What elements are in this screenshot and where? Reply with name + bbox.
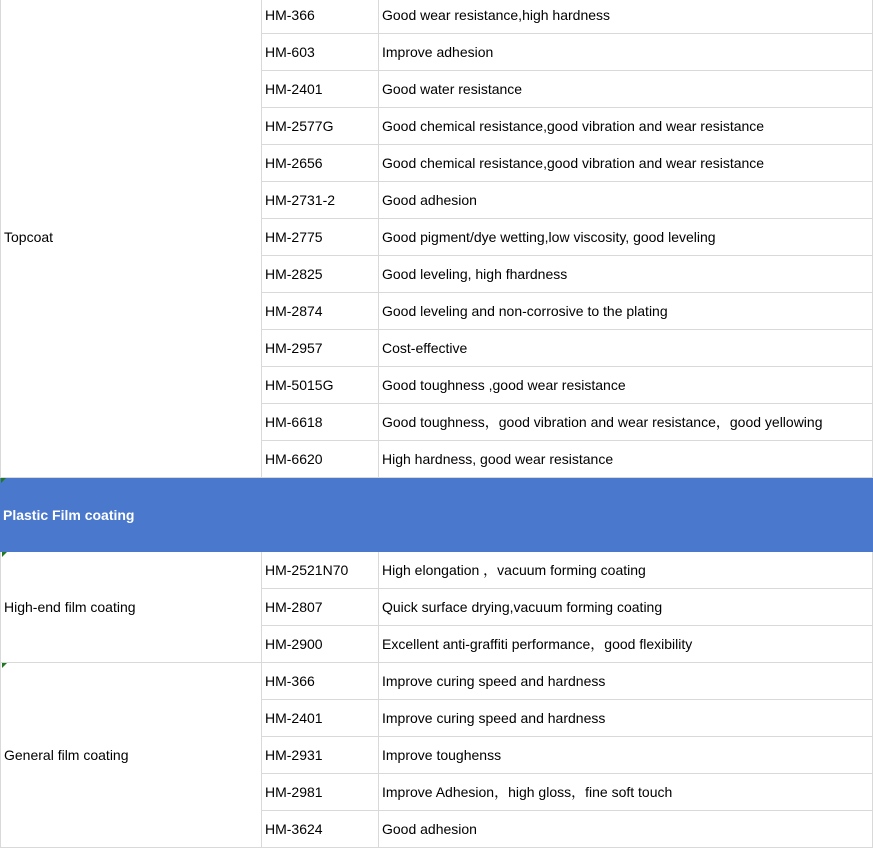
product-code-cell[interactable]: HM-2401	[261, 700, 378, 737]
product-description-cell[interactable]: Good leveling and non-corrosive to the plating	[378, 293, 873, 330]
cell-comment-marker	[2, 552, 7, 557]
product-description-cell[interactable]: Good toughness，good vibration and wear resistance，good yellowing	[378, 404, 873, 441]
category-cell[interactable]	[0, 552, 261, 663]
category-label: General film coating	[4, 747, 129, 763]
product-code-cell[interactable]: HM-2401	[261, 71, 378, 108]
product-code-cell[interactable]: HM-2825	[261, 256, 378, 293]
product-description-cell[interactable]: High elongation ，vacuum forming coating	[378, 552, 873, 589]
product-description-cell[interactable]: Improve curing speed and hardness	[378, 700, 873, 737]
product-description-cell[interactable]: Excellent anti-graffiti performance，good flexibility	[378, 626, 873, 663]
product-description-cell[interactable]: Good chemical resistance,good vibration and wear resistance	[378, 145, 873, 182]
product-code-cell[interactable]: HM-2775	[261, 219, 378, 256]
product-description-cell[interactable]: Good water resistance	[378, 71, 873, 108]
product-description-cell[interactable]: Good pigment/dye wetting,low viscosity, good leveling	[378, 219, 873, 256]
section-banner-label: Plastic Film coating	[3, 507, 135, 523]
category-label: Topcoat	[4, 229, 54, 245]
product-code-cell[interactable]: HM-5015G	[261, 367, 378, 404]
product-code-cell[interactable]: HM-2900	[261, 626, 378, 663]
category-cell[interactable]	[0, 663, 261, 848]
product-description-cell[interactable]: Good chemical resistance,good vibration and wear resistance	[378, 108, 873, 145]
product-description-cell[interactable]: Good adhesion	[378, 811, 873, 848]
category-cell[interactable]	[0, 0, 261, 478]
section-banner	[0, 478, 873, 552]
product-code-cell[interactable]: HM-2731-2	[261, 182, 378, 219]
product-description-cell[interactable]: Improve curing speed and hardness	[378, 663, 873, 700]
product-description-cell[interactable]: Good leveling, high fhardness	[378, 256, 873, 293]
product-code-cell[interactable]: HM-2521N70	[261, 552, 378, 589]
product-code-cell[interactable]: HM-603	[261, 34, 378, 71]
product-description-cell[interactable]: Improve adhesion	[378, 34, 873, 71]
product-description-cell[interactable]: Improve toughenss	[378, 737, 873, 774]
product-description-cell[interactable]: Good wear resistance,high hardness	[378, 0, 873, 34]
product-code-cell[interactable]: HM-2577G	[261, 108, 378, 145]
product-description-cell[interactable]: Improve Adhesion，high gloss，fine soft touch	[378, 774, 873, 811]
product-description-cell[interactable]: Good adhesion	[378, 182, 873, 219]
product-description-cell[interactable]: Good toughness ,good wear resistance	[378, 367, 873, 404]
product-code-cell[interactable]: HM-2981	[261, 774, 378, 811]
product-code-cell[interactable]: HM-6620	[261, 441, 378, 478]
cell-comment-marker	[1, 478, 6, 483]
product-description-cell[interactable]: High hardness, good wear resistance	[378, 441, 873, 478]
product-code-cell[interactable]: HM-6618	[261, 404, 378, 441]
product-description-cell[interactable]: Quick surface drying,vacuum forming coating	[378, 589, 873, 626]
product-code-cell[interactable]: HM-366	[261, 663, 378, 700]
cell-comment-marker	[2, 663, 7, 668]
category-label: High-end film coating	[4, 599, 136, 615]
product-code-cell[interactable]: HM-2931	[261, 737, 378, 774]
product-description-cell[interactable]: Cost-effective	[378, 330, 873, 367]
product-code-cell[interactable]: HM-2656	[261, 145, 378, 182]
product-code-cell[interactable]: HM-2874	[261, 293, 378, 330]
product-code-cell[interactable]: HM-2957	[261, 330, 378, 367]
product-code-cell[interactable]: HM-366	[261, 0, 378, 34]
product-code-cell[interactable]: HM-2807	[261, 589, 378, 626]
product-code-cell[interactable]: HM-3624	[261, 811, 378, 848]
